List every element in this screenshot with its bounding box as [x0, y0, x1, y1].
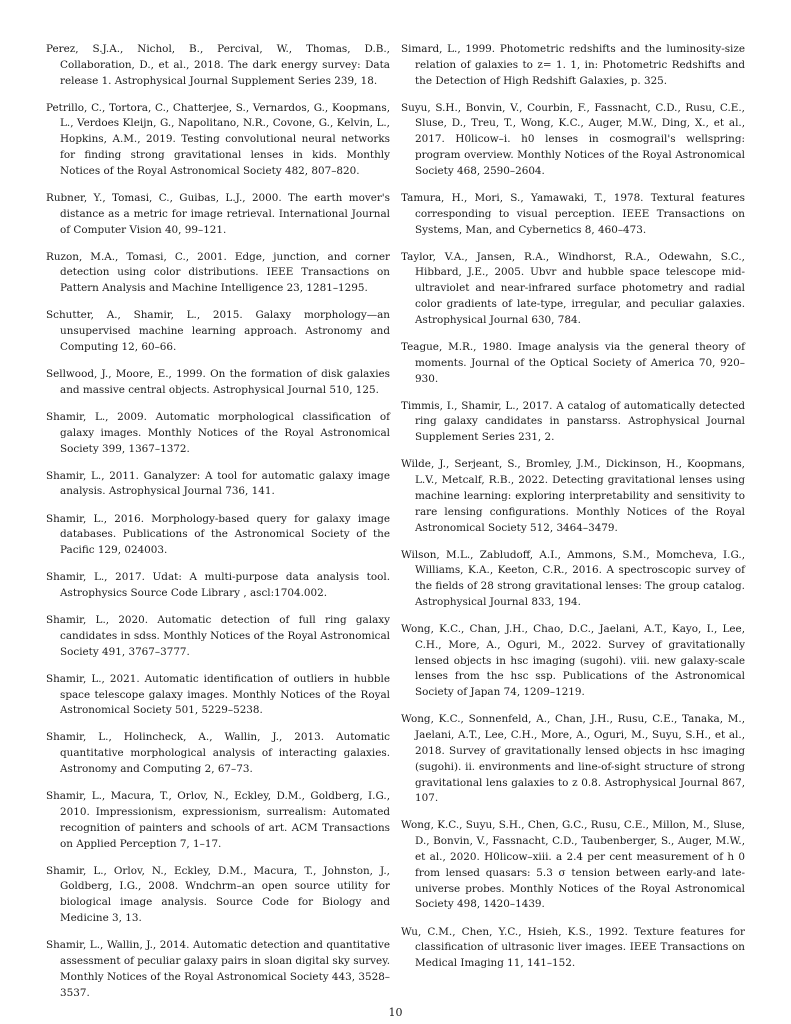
reference-entry: Shamir, L., 2017. Udat: A multi-purpose data analysis tool. Astrophysics Source Code Library , ascl:1704.002. — [46, 571, 390, 599]
reference-entry: Wilson, M.L., Zabludoff, A.I., Ammons, S.M., Momcheva, I.G., Williams, K.A., Keeton, C.R., 2016. A spectroscopic survey of the fields of 28 strong gravitational lenses: The group catalog. Astrophysical Journal 833, 194. — [401, 548, 745, 608]
reference-entry: Shamir, L., 2020. Automatic detection of full ring galaxy candidates in sdss. Monthly Notices of the Royal Astronomical Society 491, 3767–3777. — [46, 614, 390, 658]
reference-entry: Tamura, H., Mori, S., Yamawaki, T., 1978. Textural features corresponding to visual perception. IEEE Transactions on Systems, Man, and Cybernetics 8, 460–473. — [401, 191, 745, 236]
reference-entry: Rubner, Y., Tomasi, C., Guibas, L.J., 2000. The earth mover's distance as a metric for image retrieval. International Journal of Computer Vision 40, 99–121. — [46, 191, 390, 236]
reference-entry: Shamir, L., 2021. Automatic identification of outliers in hubble space telescope galaxy images. Monthly Notices of the Royal Astronomical Society 501, 5229–5238. — [46, 672, 390, 717]
reference-entry: Schutter, A., Shamir, L., 2015. Galaxy morphology—an unsupervised machine learning approach. Astronomy and Computing 12, 60–66. — [46, 309, 390, 353]
reference-entry: Taylor, V.A., Jansen, R.A., Windhorst, R.A., Odewahn, S.C., Hibbard, J.E., 2005. Ubvr and hubble space telescope mid-ultraviolet and near-infrared surface photometry and radial color gradients of late-type, irregular, and peculiar galaxies. Astrophysical Journal 630, 784. — [401, 250, 745, 326]
reference-entry: Wong, K.C., Suyu, S.H., Chen, G.C., Rusu, C.E., Millon, M., Sluse, D., Bonvin, V., Fassnacht, C.D., Taubenberger, S., Auger, M.W., et al., 2020. H0licow–xiii. a 2.4 per cent measurement of h 0 from lensed quasars: 5.3 σ tension between early-and late-universe probes. Monthly Notices of the Royal Astronomical Society 498, 1420–1439. — [401, 819, 745, 911]
reference-entry: Wilde, J., Serjeant, S., Bromley, J.M., Dickinson, H., Koopmans, L.V., Metcalf, R.B., 2022. Detecting gravitational lenses using machine learning: exploring interpretability and sensitivity to rare lensing configurations. Monthly Notices of the Royal Astronomical Society 512, 3464–3479. — [401, 458, 745, 534]
reference-entry: Wong, K.C., Sonnenfeld, A., Chan, J.H., Rusu, C.E., Tanaka, M., Jaelani, A.T., Lee, C.H., More, A., Oguri, M., Suyu, S.H., et al., 2018. Survey of gravitationally lensed objects in hsc imaging (sugohi). ii. environments and line-of-sight structure of strong gravitational lens galaxies to z 0.8. Astrophysical Journal 867, 107. — [401, 713, 745, 805]
reference-entry: Shamir, L., 2009. Automatic morphological classification of galaxy images. Monthly Notices of the Royal Astronomical Society 399, 1367–1372. — [46, 410, 390, 455]
reference-entry: Simard, L., 1999. Photometric redshifts and the luminosity-size relation of galaxies to z= 1. 1, in: Photometric Redshifts and the Detection of High Redshift Galaxies, p. 325. — [401, 43, 745, 87]
reference-entry: Shamir, L., Macura, T., Orlov, N., Eckley, D.M., Goldberg, I.G., 2010. Impressionism, expressionism, surrealism: Automated recognition of painters and schools of art. ACM Transactions on Applied Perception 7, 1–17. — [46, 790, 390, 850]
reference-entry: Teague, M.R., 1980. Image analysis via the general theory of moments. Journal of the Optical Society of America 70, 920–930. — [401, 340, 745, 385]
reference-entry: Ruzon, M.A., Tomasi, C., 2001. Edge, junction, and corner detection using color distributions. IEEE Transactions on Pattern Analysis and Machine Intelligence 23, 1281–1295. — [46, 250, 390, 295]
reference-entry: Shamir, L., Orlov, N., Eckley, D.M., Macura, T., Johnston, J., Goldberg, I.G., 2008. Wndchrm–an open source utility for biological image analysis. Source Code for Biology and Medicine 3, 13. — [46, 864, 390, 925]
reference-entry: Perez, S.J.A., Nichol, B., Percival, W., Thomas, D.B., Collaboration, D., et al., 2018. The dark energy survey: Data release 1. Astrophysical Journal Supplement Series 239, 18. — [46, 43, 390, 87]
reference-entry: Sellwood, J., Moore, E., 1999. On the formation of disk galaxies and massive central objects. Astrophysical Journal 510, 125. — [46, 368, 390, 396]
reference-entry: Suyu, S.H., Bonvin, V., Courbin, F., Fassnacht, C.D., Rusu, C.E., Sluse, D., Treu, T., Wong, K.C., Auger, M.W., Ding, X., et al., 2017. H0licow–i. h0 lenses in cosmograil's wellspring: program overview. Monthly Notices of the Royal Astronomical Society 468, 2590–2604. — [401, 101, 745, 177]
reference-entry: Timmis, I., Shamir, L., 2017. A catalog of automatically detected ring galaxy candidates in panstarss. Astrophysical Journal Supplement Series 231, 2. — [401, 399, 745, 444]
page-number: 10 — [388, 1006, 403, 1019]
reference-entry: Wong, K.C., Chan, J.H., Chao, D.C., Jaelani, A.T., Kayo, I., Lee, C.H., More, A., Oguri, M., 2022. Survey of gravitationally lensed objects in hsc imaging (sugohi). viii. new galaxy-scale lenses from the hsc ssp. Publications of the Astronomical Society of Japan 74, 1209–1219. — [401, 623, 745, 699]
references-left-column — [46, 42, 390, 1013]
references-right-column — [401, 42, 745, 983]
reference-entry: Shamir, L., 2011. Ganalyzer: A tool for automatic galaxy image analysis. Astrophysical Journal 736, 141. — [46, 469, 390, 498]
reference-entry: Wu, C.M., Chen, Y.C., Hsieh, K.S., 1992. Texture features for classification of ultrasonic liver images. IEEE Transactions on Medical Imaging 11, 141–152. — [401, 925, 745, 970]
reference-entry: Shamir, L., Wallin, J., 2014. Automatic detection and quantitative assessment of peculiar galaxy pairs in sloan digital sky survey. Monthly Notices of the Royal Astronomical Society 443, 3528–3537. — [46, 939, 390, 999]
reference-entry: Petrillo, C., Tortora, C., Chatterjee, S., Vernardos, G., Koopmans, L., Verdoes Kleijn, G., Napolitano, N.R., Covone, G., Kelvin, L., Hopkins, A.M., 2019. Testing convolutional neural networks for finding strong gravitational lenses in kids. Monthly Notices of the Royal Astronomical Society 482, 807–820. — [46, 101, 390, 177]
reference-entry: Shamir, L., 2016. Morphology-based query for galaxy image databases. Publications of the Astronomical Society of the Pacific 129, 024003. — [46, 512, 390, 557]
reference-entry: Shamir, L., Holincheck, A., Wallin, J., 2013. Automatic quantitative morphological analysis of interacting galaxies. Astronomy and Computing 2, 67–73. — [46, 731, 390, 776]
